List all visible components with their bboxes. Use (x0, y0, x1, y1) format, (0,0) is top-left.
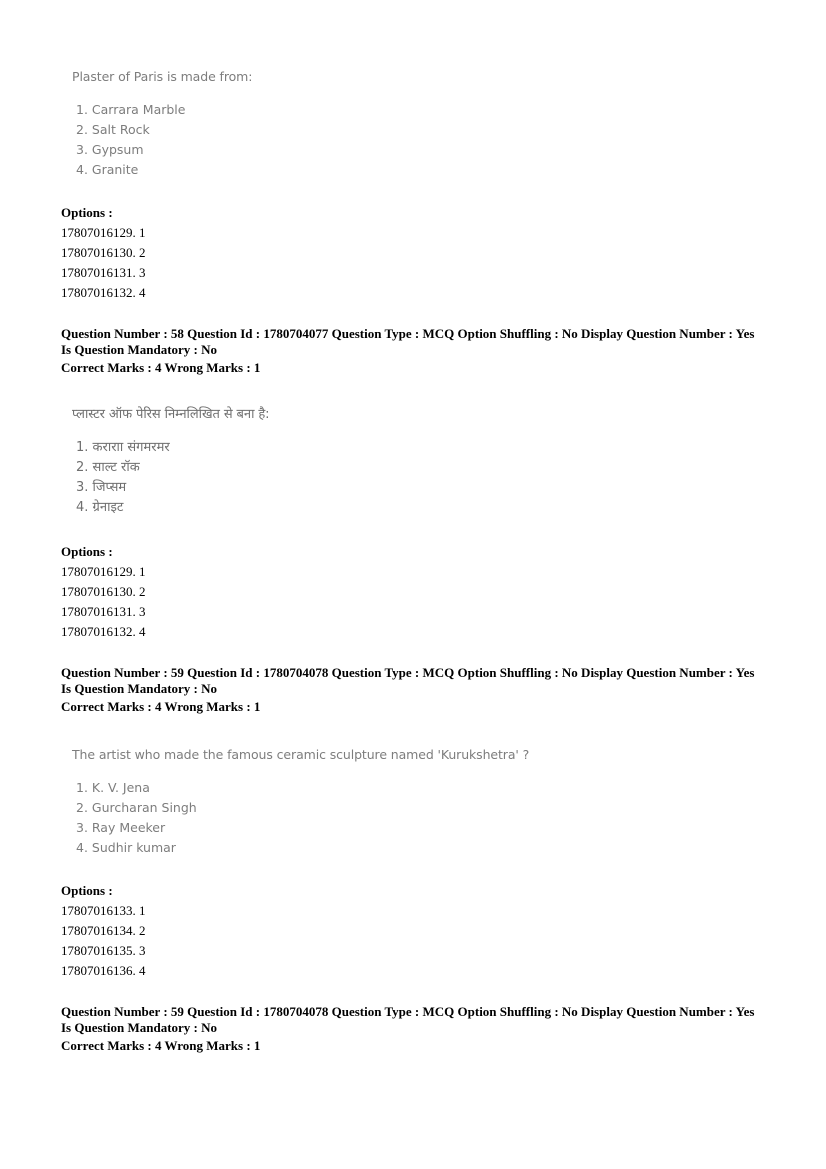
question-stem: The artist who made the famous ceramic sculpture named 'Kurukshetra' ? (72, 747, 530, 762)
option-item: 17807016129. 1 (61, 564, 146, 579)
options-heading: Options : (61, 544, 113, 559)
question-marks: Correct Marks : 4 Wrong Marks : 1 (61, 699, 261, 714)
options-list (61, 881, 146, 981)
option-item: 17807016131. 3 (61, 265, 146, 280)
question-stem: प्लास्टर ऑफ पेरिस निम्नलिखित से बना है: (72, 407, 270, 422)
option-item: 17807016133. 1 (61, 903, 146, 918)
choice-item: 3. Gypsum (76, 142, 144, 157)
question-meta (61, 1004, 781, 1056)
option-item: 17807016130. 2 (61, 245, 146, 260)
question-image (72, 405, 269, 518)
option-item: 17807016134. 2 (61, 923, 146, 938)
question-marks: Correct Marks : 4 Wrong Marks : 1 (61, 1038, 261, 1053)
choice-list (72, 438, 269, 518)
choice-item: 2. Salt Rock (76, 122, 150, 137)
choice-item: 4. Sudhir kumar (76, 840, 176, 855)
options-list (61, 203, 146, 303)
question-mandatory: Is Question Mandatory : No (61, 342, 218, 357)
choice-item: 4. Granite (76, 162, 139, 177)
choice-item: 3. जिप्सम (76, 480, 127, 495)
options-heading: Options : (61, 883, 113, 898)
choice-item: 1. कराराा संगमरमर (76, 440, 170, 455)
choice-list (72, 778, 529, 858)
option-item: 17807016129. 1 (61, 225, 146, 240)
question-meta-line: Question Number : 59 Question Id : 1780704078 Question Type : MCQ Option Shuffling : No Display Question Number : Yes (61, 1004, 755, 1019)
choice-item: 4. ग्रेनाइट (76, 500, 124, 515)
question-meta (61, 665, 781, 717)
question-meta-line: Question Number : 58 Question Id : 1780704077 Question Type : MCQ Option Shuffling : No Display Question Number : Yes (61, 326, 755, 341)
question-image (72, 67, 252, 180)
question-image (72, 745, 529, 858)
choice-item: 3. Ray Meeker (76, 820, 166, 835)
question-mandatory: Is Question Mandatory : No (61, 681, 218, 696)
question-meta-line: Question Number : 59 Question Id : 1780704078 Question Type : MCQ Option Shuffling : No Display Question Number : Yes (61, 665, 755, 680)
question-mandatory: Is Question Mandatory : No (61, 1020, 218, 1035)
question-meta (61, 326, 781, 378)
option-item: 17807016132. 4 (61, 624, 146, 639)
choice-item: 2. Gurcharan Singh (76, 800, 197, 815)
option-item: 17807016135. 3 (61, 943, 146, 958)
choice-list (72, 100, 252, 180)
option-item: 17807016131. 3 (61, 604, 146, 619)
option-item: 17807016130. 2 (61, 584, 146, 599)
question-stem: Plaster of Paris is made from: (72, 69, 253, 84)
options-list (61, 542, 146, 642)
options-heading: Options : (61, 205, 113, 220)
option-item: 17807016132. 4 (61, 285, 146, 300)
option-item: 17807016136. 4 (61, 963, 146, 978)
question-marks: Correct Marks : 4 Wrong Marks : 1 (61, 360, 261, 375)
choice-item: 2. साल्ट रॉक (76, 460, 140, 475)
choice-item: 1. Carrara Marble (76, 102, 186, 117)
choice-item: 1. K. V. Jena (76, 780, 150, 795)
